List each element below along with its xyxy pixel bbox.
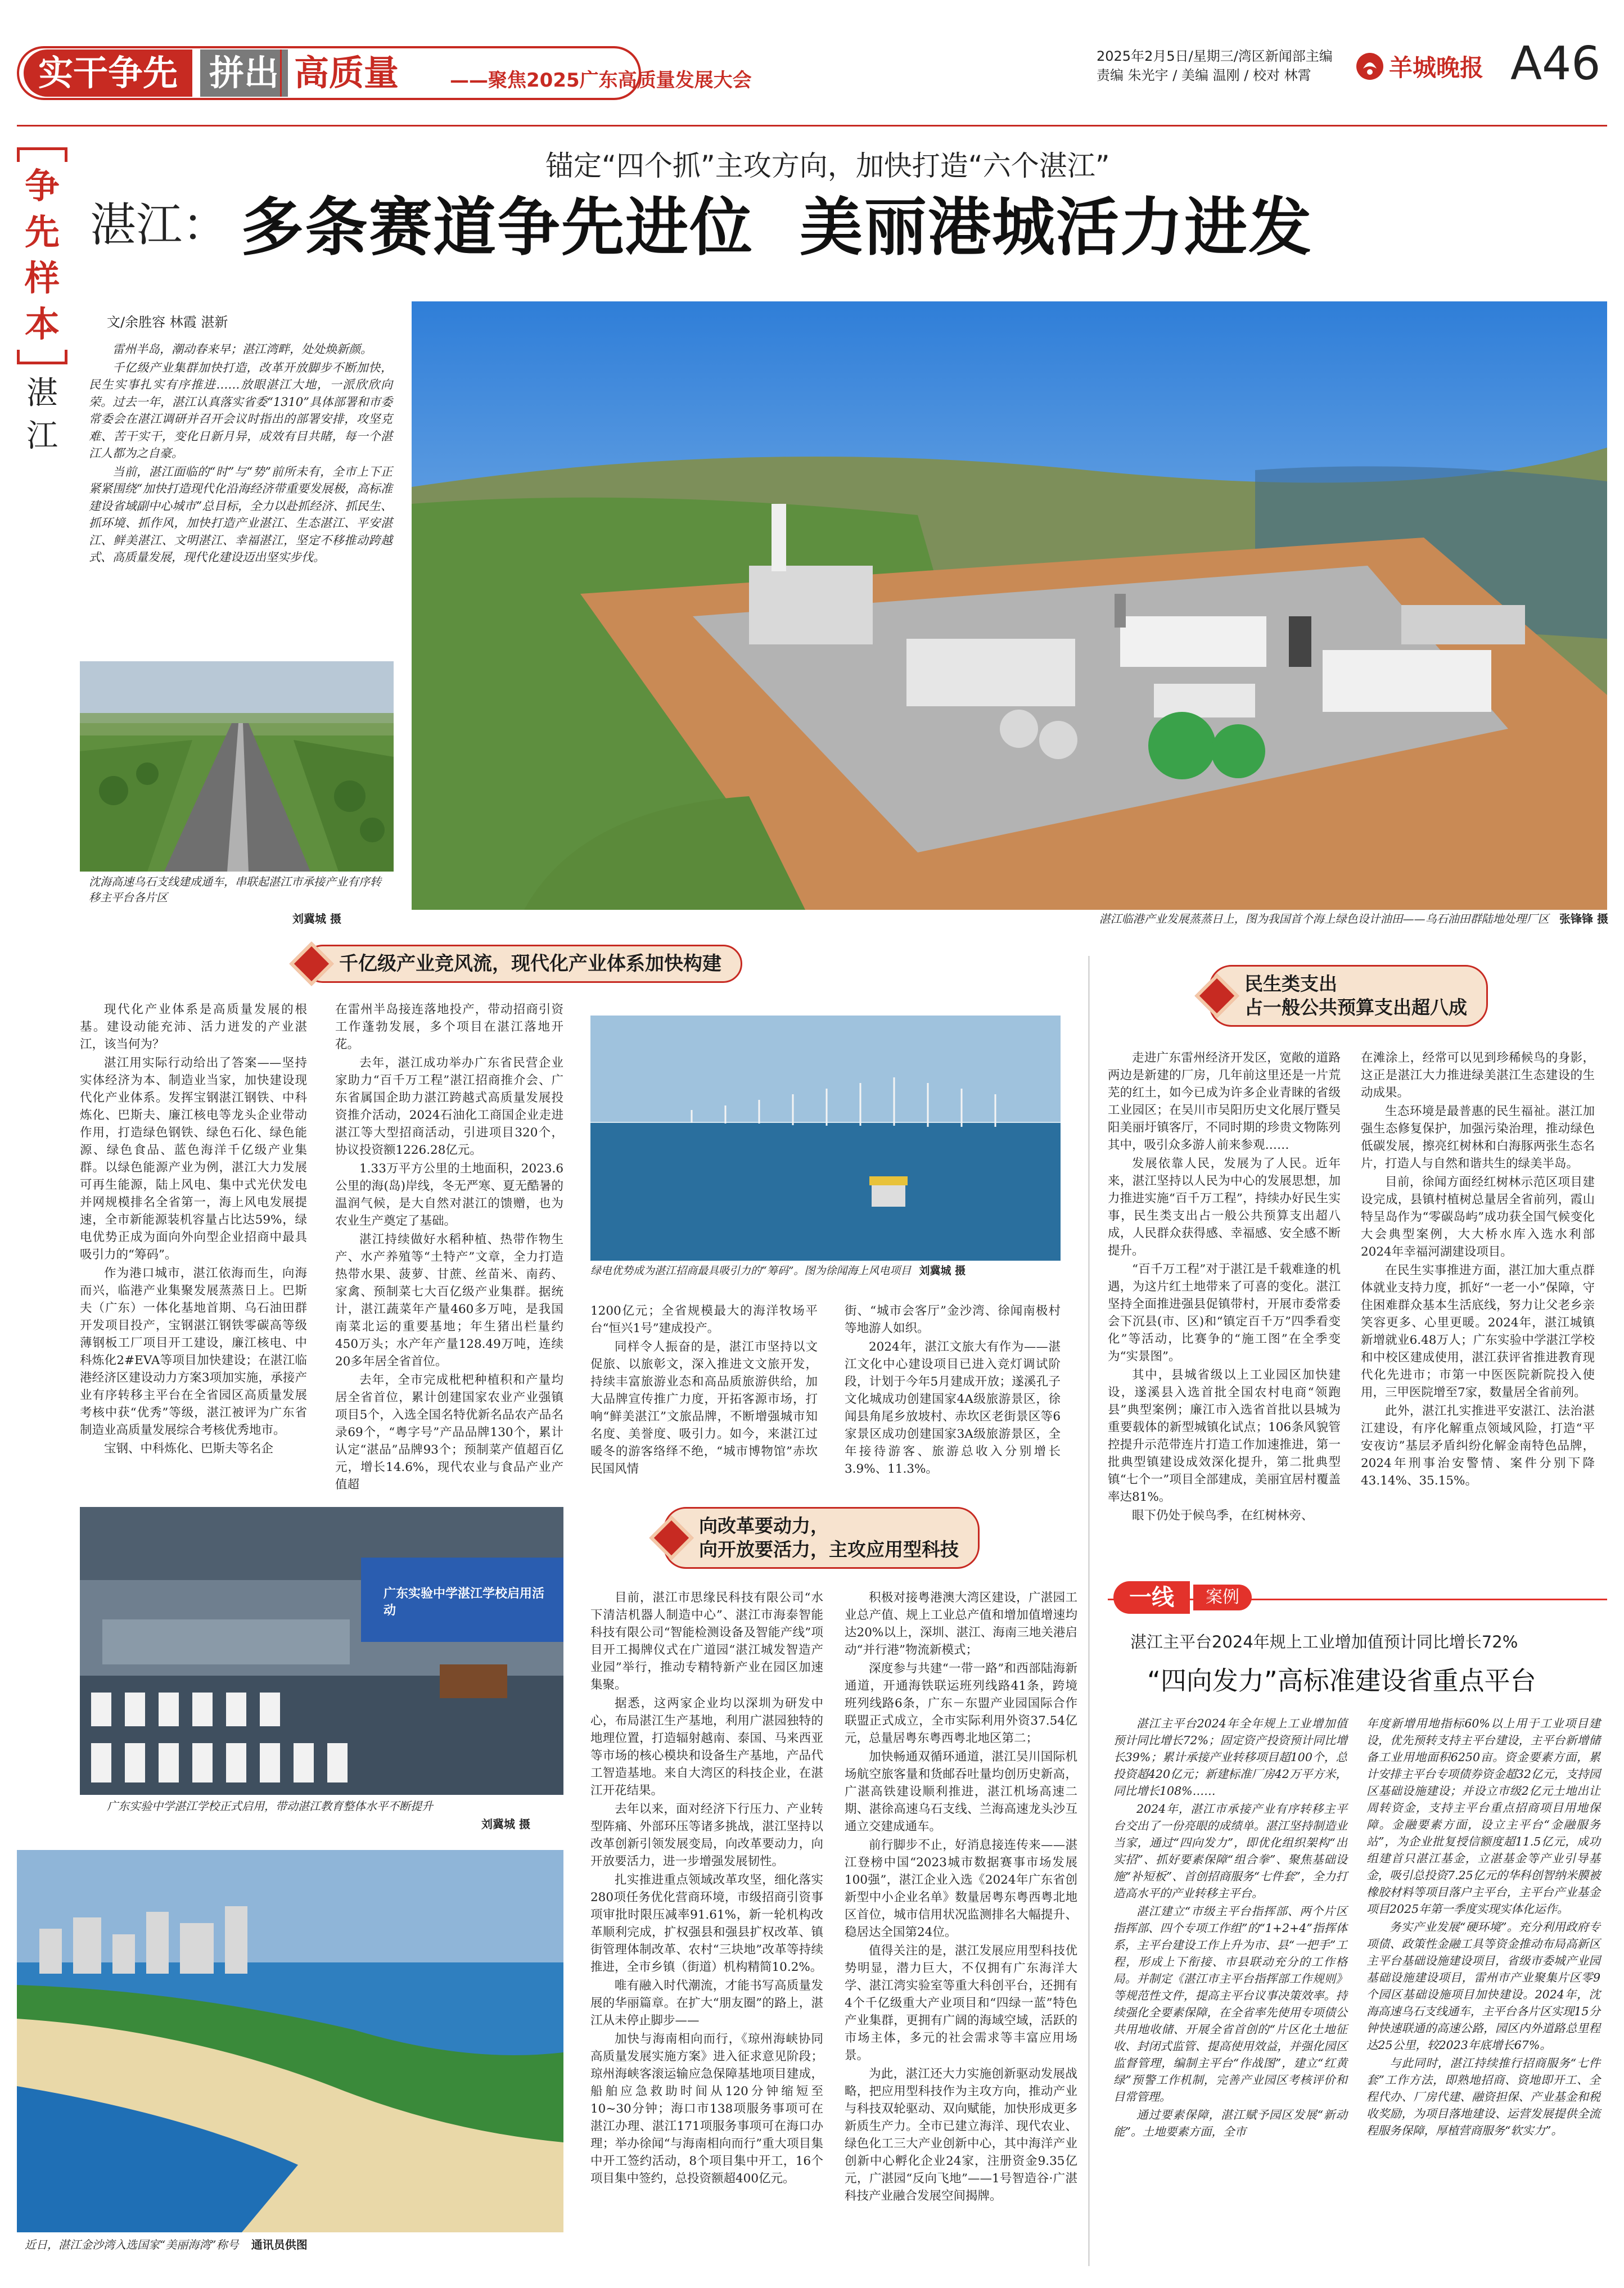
case-paragraph: 通过要素保障，湛江赋予园区发展“新动能”。土地要素方面，全市 [1113, 2108, 1347, 2138]
case-paragraph: 湛江主平台2024年全年规上工业增加值预计同比增长72%；固定资产投资预计同比增长39%；累计承接产业转移项目超100个，总投资超420亿元；新建标准厂房42万平方米，同比增长108%…… [1113, 1717, 1347, 1798]
masthead-tag-3: 高质量 [280, 49, 411, 97]
case-paragraph: 年度新增用地指标60%以上用于工业项目建设，优先预转支持主平台建设，主平台新增储备工业用地面积6250亩。资金要素方面，累计安排主平台专项债券资金超32亿元，支持园区基础设施建设；并设立市级2亿元土地出让周转资金，支持主平台重点招商项目用地保障。金融要素方面，设立主平台“金融服务站”，为企业批复授信额度超11.5亿元，成功组建首只湛江基金，立湛基金等产业引导基金，吸引总投资7.25亿元的华科创智纳米膜被橡胶材料等项目落户主平台，主平台产业基金项目2025年第一季度实现实体化运作。 [1366, 1717, 1600, 1916]
article-paragraph: 其中，县城省级以上工业园区加快建设，遂溪县入选首批全国农村电商“领跑县”典型案例；廉江市入选省首批以县城为重要载体的新型城镇化试点；106条风貌管控提升示范带连片打造工作加速推进，第一批典型镇建设成效深化提升，第二批典型镇“七个一”项目全部建成，美丽宜居村覆盖率达81%。 [1108, 1368, 1341, 1504]
side-tab [17, 147, 67, 473]
wind-farm-caption-text: 绿电优势成为湛江招商最具吸引力的“筹码”。图为徐闻海上风电项目 [590, 1265, 912, 1277]
school-photo-credit: 刘冀城 摄 [481, 1817, 530, 1831]
bay-photo-caption [25, 2237, 559, 2253]
wind-farm-caption [590, 1263, 1061, 1279]
article-paragraph: 值得关注的是，湛江发展应用型科技优势明显，潜力巨大，不仅拥有广东海洋大学、湛江湾实验室等重大科创平台，还拥有4个千亿级重大产业项目和“四绿一蓝”特色产业集群，更拥有广阔的海域空域，活跃的市场主体，多元的社会需求等丰富应用场景。 [845, 1944, 1077, 2063]
section-header-industry [304, 945, 742, 983]
article-paragraph: 目前，徐闻方面经红树林示范区项目建设完成，县镇村植树总量居全省前列，霞山特呈岛作为“零碳岛屿”成功获全国气候变化大会典型案例，大大桥水库入选水利部2024年幸福河湖建设项目。 [1361, 1175, 1595, 1259]
article-paragraph: 同样令人振奋的是，湛江市坚持以文促旅、以旅彰文，深入推进文文旅开发，持续丰富旅游业态和高品质旅游供给，加大品牌宣传推广力度，开拓客源市场，打响“鲜美湛江”文旅品牌，不断增强城市知名度、美誉度、吸引力。如今，来湛江过暖冬的游客络绎不绝，“城市博物馆”赤坎民国风情 [590, 1340, 818, 1476]
school-photo-image [80, 1507, 563, 1795]
article-paragraph: 此外，湛江扎实推进平安湛江、法治湛江建设，有序化解重点领域风险，打造“平安夜访”基层矛盾纠纷化解金南特色品牌，2024年刑事治安警情、案件分别下降43.14%、35.15%。 [1361, 1404, 1595, 1488]
main-photo-caption [956, 911, 1608, 927]
case-box-subhead: 湛江主平台2024年规上工业增加值预计同比增长72% [1130, 1632, 1518, 1651]
article-paragraph: 据悉，这两家企业均以深圳为研发中心，布局湛江生产基地，利用广湛园独特的地理位置，打造辐射越南、泰国、马来西亚等市场的核心模块和设备生产基地，产品代工智造基地。来自大湾区的科技企业，在湛江开花结果。 [590, 1696, 823, 1798]
reform-column-2 [845, 1589, 1077, 2206]
road-photo-image [80, 661, 394, 872]
article-paragraph: 生态环境是最普惠的民生福祉。湛江加强生态修复保护，加强污染治理，推动绿色低碳发展，擦亮红树林和白海豚两张生态名片，打造人与自然和谐共生的绿美半岛。 [1361, 1104, 1595, 1171]
headline-main: 多条赛道争先进位 美丽港城活力进发 [241, 191, 1312, 264]
article-paragraph: 在雷州半岛接连落地投产，带动招商引资工作蓬勃发展，多个项目在湛江落地开花。 [335, 1003, 563, 1052]
article-paragraph: 深度参与共建“一带一路”和西部陆海新通道，开通海铁联运班列线路41条，跨境班列线路6条，广东－东盟产业园国际合作联盟正式成立，全市实际利用外资37.54亿元，总量居粤东粤西粤北地区第二； [845, 1662, 1077, 1745]
paper-name: 羊城晚报 [1389, 54, 1484, 82]
school-photo [80, 1507, 563, 1795]
intro-paragraph: 雷州半岛，潮动春来早；湛江湾畔，处处焕新颜。 [112, 342, 372, 356]
main-photo-caption-text: 湛江临港产业发展蒸蒸日上，图为我国首个海上绿色设计油田——乌石油田群陆地处理厂区 [1099, 912, 1549, 926]
section-header-reform [664, 1507, 980, 1569]
paper-logo [1355, 44, 1483, 89]
main-photo [412, 301, 1607, 910]
article-paragraph: 发展依靠人民，发展为了人民。近年来，湛江坚持以人民为中心的发展思想，加力推进实施“百千万工程”，持续办好民生实事，民生类支出占一般公共预算支出超八成，人民群众获得感、幸福感、安全感不断提升。 [1108, 1157, 1341, 1258]
paper-logo-icon [1355, 52, 1384, 81]
article-paragraph: 加快畅通双循环通道，湛江吴川国际机场航空旅客量和货邮吞吐量均创历史新高，广湛高铁建设顺利推进，湛江机场高速二期、湛徐高速乌石支线、兰海高速龙头沙互通立交建成通车。 [845, 1750, 1077, 1834]
livelihood-column-1 [1108, 1049, 1341, 1526]
side-tab-city-char: 湛 [26, 375, 58, 412]
article-paragraph: 湛江持续做好水稻种植、热带作物生产、水产养殖等“土特产”文章，全力打造热带水果、菠萝、甘蔗、丝苗米、南药、家禽、预制菜七大百亿级产业集群。据统计，湛江蔬菜年产量460多万吨，是我国南菜北运的重要基地；年生猪出栏量约450万头；水产年产量128.49万吨，连续20多年居全省首位。 [335, 1233, 563, 1369]
case-box-column-2 [1366, 1715, 1600, 2140]
section-title-line: 向改革要动力， [699, 1515, 829, 1537]
side-tab-char: 先 [24, 211, 60, 252]
article-paragraph: 湛江用实际行动给出了答案——坚持实体经济为本、制造业当家，加快建设现代化产业体系。发挥宝钢湛江钢铁、中科炼化、巴斯夫、廉江核电等龙头企业带动作用，打造绿色钢铁、绿色石化、绿色能源、绿色食品、蓝色海洋千亿级产业集群。以绿色能源产业为例，湛江大力发展可再生能源，陆上风电、集中式光伏发电并网规模排名全省第一，海上风电发展提速，全市新能源装机容量占比达59%，绿电优势正成为面向外向型企业招商中最具吸引力的“筹码”。 [80, 1056, 307, 1262]
case-paragraph: 务实产业发展“硬环境”。充分利用政府专项债、政策性金融工具等资金推动布局高新区主平台基础设施建设项目，省级市委城产业园基础设施建设项目，雷州市产业聚集片区零9个园区基础设施项目加快建设。2024年，沈海高速乌石支线通车，主平台各片区实现15分钟快速联通的高速公路，园区内外道路总里程达25公里，较2023年底增长67%。 [1366, 1920, 1600, 2052]
side-tab-chars [17, 163, 67, 348]
article-paragraph: 走进广东雷州经济开发区，宽敞的道路两边是新建的厂房，几年前这里还是一片荒芜的红土，如今已成为许多企业青睐的省级工业园区；在吴川市吴阳历史文化展厅暨吴阳美丽圩镇客厅，不同时期的珍贵文物陈列其中，吸引众多游人前来参观…… [1108, 1051, 1341, 1152]
article-paragraph: 街、“城市会客厅”金沙湾、徐闻南极村等地游人如织。 [845, 1304, 1061, 1335]
article-paragraph: 去年以来，面对经济下行压力、产业转型阵痛、外部环压等诸多挑战，湛江坚持以改革创新引领发展变局，向改革要动力，向开放要活力，进一步增强发展韧性。 [590, 1802, 823, 1869]
main-photo-image [412, 301, 1607, 910]
section-title-line: 占一般公共预算支出超八成 [1244, 996, 1467, 1018]
wind-farm-credit: 刘冀城 摄 [919, 1265, 966, 1277]
article-paragraph: 加快与海南相向而行，《琼州海峡协同高质量发展实施方案》进入征求意见阶段；琼州海峡客滚运输应急保障基地项目建成，船舶应急救助时间从120分钟缩短至10~30分钟；海口市138项服务事项可在湛江办理、湛江171项服务事项可在海口办理；举办徐闻“与海南相向而行”重大项目集中开工签约活动，8个项目集中开工，16个项目集中签约，总投资额超400亿元。 [590, 2032, 823, 2186]
editors-line: 责编 朱光宇 / 美编 温刚 / 校对 林霄 [1097, 67, 1311, 83]
side-tab-city-char: 江 [26, 418, 58, 454]
article-paragraph: 2024年，湛江文旅大有作为——湛江文化中心建设项目已进入竞灯调试阶段，计划于今年5月建成开放；遂溪孔子文化城成功创建国家4A级旅游景区，徐闻县角尾乡放坡村、赤坎区老街景区等6家景区成功创建国家3A级旅游景区，全年接待游客、旅游总收入分别增长3.9%、11.3%。 [845, 1340, 1061, 1476]
case-paragraph: 2024年，湛江市承接产业有序转移主平台交出了一份亮眼的成绩单。湛江坚持制造业当家，通过“四向发力”，即优化组织架构“出实招”、抓好要素保障“组合拳”、聚焦基础设施“补短板”、首创招商服务“七件套”，全力打造高水平的产业转移主平台。 [1113, 1802, 1347, 1900]
case-box-column-1 [1113, 1715, 1347, 2141]
bay-photo-image [17, 1850, 563, 2232]
section-title-line: 向开放要活力，主攻应用型科技 [699, 1538, 959, 1560]
wind-farm-photo-image [590, 1016, 1061, 1261]
school-banner-text: 广东实验中学湛江学校启用活动 [384, 1587, 545, 1618]
article-paragraph: 现代化产业体系是高质量发展的根基。建设动能充沛、活力迸发的产业湛江，该当何为？ [80, 1003, 307, 1052]
industry-column-2 [335, 1001, 563, 1495]
article-paragraph: 作为港口城市，湛江依海而生，向海而兴，临港产业集聚发展蒸蒸日上。巴斯夫（广东）一体化基地首期、乌石油田群开发项目投产，宝钢湛江钢铁零碳高等级薄钢板工厂项目开工建设，廉江核电、中科炼化2#EVA等项目加快建设；在湛江临港经济区建设动力方案3项加实施，承接产业有序转移主平台在全省园区高质量发展考核中获“优秀”等级，湛江被评为广东省制造业高质量发展综合考核优秀地市。 [80, 1266, 307, 1437]
article-paragraph: 扎实推进重点领域改革攻坚，细化落实280项任务优化营商环境，市级招商引资事项审批时限压减率91.61%，新一轮机构改革顺利完成，扩权强县和强县扩权改革、镇街管理体制改革、农村“三块地”改革等持续推进，全市乡镇（街道）机构精简10.2%。 [590, 1873, 823, 1974]
bay-photo [17, 1850, 563, 2232]
article-paragraph: 在民生实事推进方面，湛江加大重点群体就业支持力度，抓好“一老一小”保障，守住困难群众基本生活底线，努力让父老乡亲笑容更多、心里更暖。2024年，湛江城镇新增就业6.48万人；广东实验中学湛江学校和中校区建成使用，湛江获评省推进教育现代化先进市；市第一中医医院新院投入使用，三甲医院增至7家，数量居全省前列。 [1361, 1263, 1595, 1400]
industry-column-4 [845, 1302, 1061, 1479]
road-photo [80, 661, 394, 872]
reform-column-1 [590, 1589, 823, 2188]
byline: 文/余胜容 林霞 湛新 [107, 314, 228, 330]
article-paragraph: “百千万工程”对于湛江是千载难逢的机遇，为这片红土地带来了可喜的变化。湛江坚持全面推进强县促镇带村，开展市委常委会下沉县(市、区)和“镇定百千万”四季看变化”等活动，比赛争的“施工图”在全季变为“实景图”。 [1108, 1262, 1341, 1364]
road-photo-credit: 刘冀城 摄 [292, 912, 341, 926]
industry-column-1 [80, 1001, 307, 1459]
wind-farm-photo [590, 1016, 1061, 1261]
masthead-rule [17, 125, 1607, 127]
article-paragraph: 为此，湛江还大力实施创新驱动发展战略，把应用型科技作为主攻方向，推动产业与科技双轮驱动、双向赋能，加快形成更多新质生产力。全市已建立海洋、现代农业、绿色化工三大产业创新中心，其中海洋产业创新中心孵化企业24家，注册资金9.35亿元，广湛园“反向飞地”——1号智造谷·广湛科技产业融合发展空间揭牌。 [845, 2067, 1077, 2203]
side-tab-city [17, 372, 67, 458]
date-line: 2025年2月5日/星期三/湾区新闻部主编 [1097, 48, 1333, 64]
section-title: 千亿级产业竞风流，现代化产业体系加快构建 [304, 945, 742, 983]
article-paragraph: 去年，全市完成枇杷种植积和产量均居全省首位，累计创建国家农业产业强镇项目5个，入选全国名特优新名品农产品名录69个，“粤字号”产品品牌130个，累计认定“湛品”品牌93个；预制菜产值超百亿元，增长14.6%，现代农业与食品产业产值超 [335, 1373, 563, 1492]
road-photo-caption: 沈海高速乌石支线建成通车，串联起湛江市承接产业有序转移主平台各片区 [89, 875, 381, 904]
article-paragraph: 在滩涂上，经常可以见到珍稀候鸟的身影，这正是湛江大力推进绿美湛江生态建设的生动成果。 [1361, 1051, 1595, 1100]
side-tab-bottom-bracket [17, 350, 67, 364]
section-title-two-line [664, 1507, 980, 1569]
main-photo-credit: 张锋锋 摄 [1559, 912, 1608, 926]
bay-photo-credit: 通讯员供图 [251, 2238, 308, 2251]
intro-paragraph: 千亿级产业集群加快打造，改革开放脚步不断加快，民生实事扎实有序推进……放眼湛江大地，一派欣欣向荣。过去一年，湛江认真落实省委“1310”具体部署和市委常委会在湛江调研并召开会议时指出的部署安排，攻坚克难、苦干实干，变化日新月异，成效有目共睹，每一个湛江人都为之自豪。 [89, 360, 393, 460]
livelihood-column-2 [1361, 1049, 1595, 1491]
page-number: A46 [1510, 37, 1601, 91]
intro-column [89, 341, 393, 567]
article-paragraph: 唯有融入时代潮流，才能书写高质量发展的华丽篇章。在扩大“朋友圈”的路上，湛江从未停止脚步—— [590, 1979, 823, 2028]
article-paragraph: 去年，湛江成功举办广东省民营企业家助力“百千万工程”湛江招商推介会、广东省属国企助力湛江跨越式高质量发展投资推介活动，2024石油化工商国企业走进湛江等大型招商活动，引进项目320个，协议投资额1226.28亿元。 [335, 1056, 563, 1157]
side-tab-char: 争 [24, 165, 60, 206]
article-paragraph: 1200亿元；全省规模最大的海洋牧场平台“恒兴1号”建成投产。 [590, 1304, 818, 1335]
article-paragraph: 1.33万平方公里的土地面积，2023.6公里的海(岛)岸线，冬无严寒、夏无酷暑的温润气候，是大自然对湛江的馈赠，也为农业生产奠定了基础。 [335, 1162, 563, 1228]
headline-kicker: 锚定“四个抓”主攻方向，加快打造“六个湛江” [545, 150, 1110, 182]
masthead [0, 0, 1624, 129]
headline-city: 湛江： [90, 198, 229, 252]
side-tab-char: 本 [24, 304, 60, 345]
article-paragraph: 积极对接粤港澳大湾区建设，广湛园工业总产值、规上工业总产值和增加值增速均达20%以上，深圳、湛江、海南三地关港启动“并行港”物流新模式； [845, 1591, 1077, 1657]
side-tab-char: 样 [24, 258, 60, 299]
case-paragraph: 与此同时，湛江持续推行招商服务“七件套”工作方法，即熟地招商、资地即开工、全程代办、厂房代建、融资担保、产业基金和税收奖励，为项目落地建设、运营发展提供全流程服务保障，厚植营商服务“软实力”。 [1366, 2056, 1600, 2137]
article-paragraph: 眼下仍处于候鸟季，在红树林旁、 [1132, 1509, 1314, 1523]
case-label-secondary: 案例 [1193, 1585, 1252, 1610]
section-title-two-line [1209, 965, 1488, 1027]
bay-photo-caption-text: 近日，湛江金沙湾入选国家“美丽海湾”称号 [25, 2238, 239, 2251]
case-box-label [1113, 1581, 1252, 1614]
masthead-tag-2: 拼出 [200, 49, 288, 97]
section-title-line: 民生类支出 [1244, 973, 1337, 995]
masthead-tag-1: 实干争先 [24, 49, 192, 97]
case-label-primary: 一线 [1113, 1581, 1190, 1614]
case-box-title: “四向发力”高标准建设省重点平台 [1147, 1666, 1536, 1696]
article-paragraph: 目前，湛江市思缘民科技有限公司“水下清洁机器人制造中心”、湛江市海泰智能科技有限公司“智能检测设备及智能产线”项目开工揭牌仪式在广道园“湛江城发智造产业园”举行，推动专精特新产业在园区加速集聚。 [590, 1591, 823, 1692]
case-paragraph: 湛江建立“市级主平台指挥部、两个片区指挥部、四个专项工作组”的“1+2+4”指挥体系，主平台建设工作上升为市、县“一把手”工程，形成上下衔接、市县联动充分的工作格局。并制定《湛江市主平台指挥部工作规则》等规范性文件，提高主平台议事决策效率。持续强化全要素保障，在全省率先使用专项债公共用地收储、开展全省首创的“片区化土地征收、封闭式监管、提高使用效益，并强化园区监督管理，编制主平台“作战图”，建立“红黄绿”预警工作机制，完善产业园区考核评价和目常管理。 [1113, 1905, 1347, 2104]
article-paragraph: 前行脚步不止，好消息接连传来——湛江登榜中国“2023城市数据赛事市场发展100强”，湛江企业入选《2024年广东省创新型中小企业名单》数量居粤东粤西粤北地区首位，城市信用状况监测排名大幅提升、稳居达全国第24位。 [845, 1838, 1077, 1939]
article-paragraph: 宝钢、中科炼化、巴斯夫等名企 [104, 1442, 274, 1456]
side-tab-top-bracket [17, 147, 67, 162]
school-photo-caption: 广东实验中学湛江学校正式启用，带动湛江教育整体水平不断提升 [107, 1799, 433, 1813]
section-header-livelihood [1209, 965, 1488, 1027]
industry-column-3 [590, 1302, 818, 1479]
masthead-subtitle: ——聚焦2025广东高质量发展大会 [450, 69, 752, 92]
intro-paragraph: 当前，湛江面临的“时”与“势”前所未有，全市上下正紧紧围绕“加快打造现代化沿海经济带重要发展极，高标准建设省域副中心城市”总目标，全力以赴抓经济、抓民生、抓环境、抓作风，加快打造产业湛江、生态湛江、平安湛江、鲜美湛江、文明湛江、幸福湛江，坚定不移推动跨越式、高质量发展，现代化建设迈出坚实步伐。 [89, 464, 393, 564]
